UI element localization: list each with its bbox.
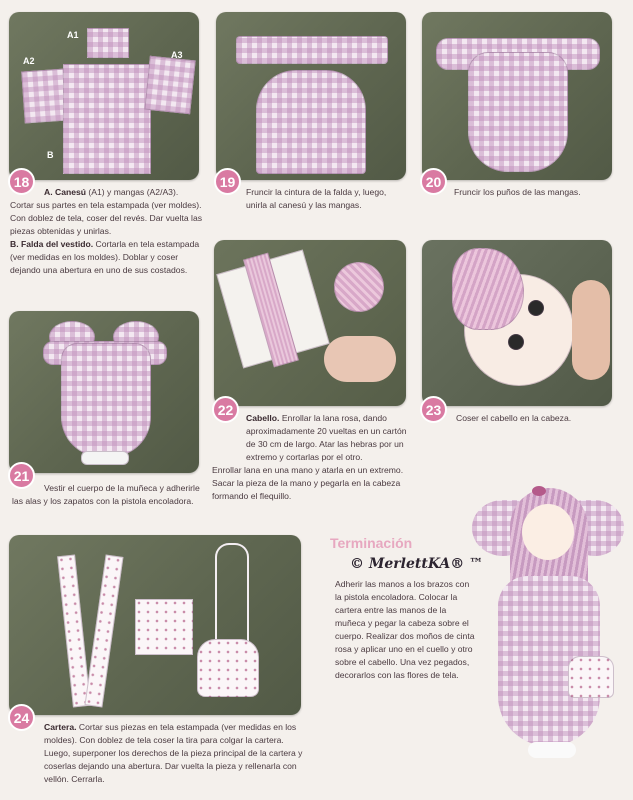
doll-eye-left [528, 300, 544, 316]
step-23-text: Coser el cabello en la cabeza. [456, 413, 572, 423]
step-18-b-title: B. Falda del vestido. [10, 239, 94, 249]
finish-title: Terminación [330, 535, 413, 551]
photo-step-18 [9, 12, 199, 180]
step-18-a-parts: (A1) y mangas (A2/A3). [88, 187, 179, 197]
sleeve-piece-right [144, 56, 195, 115]
photo-step-21 [9, 311, 199, 473]
yarn-ball [334, 262, 384, 312]
step-number-20: 20 [420, 168, 447, 195]
sleeve-piece-left [21, 69, 69, 124]
hand [572, 280, 610, 380]
strap-piece-2 [85, 554, 124, 707]
step-20-text: Fruncir los puños de las mangas. [454, 187, 581, 197]
step-22-body2: Enrollar lana en una mano y atarla en un extremo. Sacar la pieza de la mano y pegarla en la cabeza formando el flequillo. [212, 465, 404, 501]
finish-text: Adherir las manos a los brazos con la pistola encoladora. Colocar la cartera entre las manos de la muñeca y pegar la cabeza sobre el cuerpo. Realizar dos moños de cinta rosa y aplicar uno en el cuello y otro sobre el cabello. Una vez pegados, decorarlos con las flores de tela. [335, 579, 475, 680]
step-24-body: Cortar sus piezas en tela estampada (ver medidas en los moldes). Con doblez de tela coser la tira para colgar la cartera. Luego, superponer los derechos de la pieza principal de la cartera y coserlas dejando una abertura. Dar vuelta la pieza y rellenarla con vellón. Cerrarla. [44, 722, 303, 784]
gathered-skirt [256, 70, 366, 174]
photo-step-24 [9, 535, 301, 715]
step-19-text: Fruncir la cintura de la falda y, luego, unirla al canesú y las mangas. [246, 187, 387, 210]
step-number-22: 22 [212, 396, 239, 423]
step-22-title: Cabello. [246, 413, 280, 423]
watermark: © MerlettKA® ™ [350, 556, 484, 572]
photo-step-22 [214, 240, 406, 406]
step-18-text [10, 186, 206, 277]
step-number-21: 21 [8, 462, 35, 489]
label-a3: A3 [171, 50, 183, 60]
pink-hair [452, 248, 524, 330]
photo-step-23 [422, 240, 612, 406]
doll-bow [532, 486, 546, 496]
doll-shoes [528, 742, 576, 758]
finished-doll [470, 480, 630, 790]
strap-piece-1 [57, 554, 91, 707]
step-22-text [212, 412, 412, 503]
step-number-18: 18 [8, 168, 35, 195]
step-18-a-title: A. Canesú [44, 187, 87, 197]
hands [324, 336, 396, 382]
yoke-with-sleeves [236, 36, 388, 64]
step-24-title: Cartera. [44, 722, 77, 732]
doll-feet [81, 451, 129, 465]
doll-eye-right [508, 334, 524, 350]
purse-square [135, 599, 193, 655]
photo-step-19 [216, 12, 406, 180]
doll-purse [568, 656, 614, 698]
dress-body [468, 52, 568, 172]
label-a2: A2 [23, 56, 35, 66]
label-a1: A1 [67, 30, 79, 40]
label-b: B [47, 150, 54, 160]
step-number-23: 23 [420, 396, 447, 423]
doll-dress [61, 343, 151, 457]
step-18-b-body: Cortarla en tela estampada (ver medidas en los moldes). Doblar y coser dejando una abertura en uno de sus costados. [10, 239, 200, 275]
step-number-24: 24 [8, 704, 35, 731]
doll-face [522, 504, 574, 560]
step-number-19: 19 [214, 168, 241, 195]
step-18-a-body: Cortar sus partes en tela estampada (ver moldes). Con doblez de tela, coser del revés. Dar vuelta las piezas obtenidas y unirlas. [10, 200, 203, 236]
photo-step-20 [422, 12, 612, 180]
finished-purse [197, 639, 259, 697]
step-21-text: Vestir el cuerpo de la muñeca y adherirle las alas y los zapatos con la pistola encoladora. [12, 483, 200, 506]
step-24-text [10, 721, 306, 786]
step-22-body: Enrollar la lana rosa, dando aproximadamente 20 vueltas en un cartón de 30 cm de largo. Atar las hebras por un extremo y cortarlas por el otro. [246, 413, 407, 462]
skirt-piece [63, 64, 151, 174]
yoke-piece [87, 28, 129, 58]
